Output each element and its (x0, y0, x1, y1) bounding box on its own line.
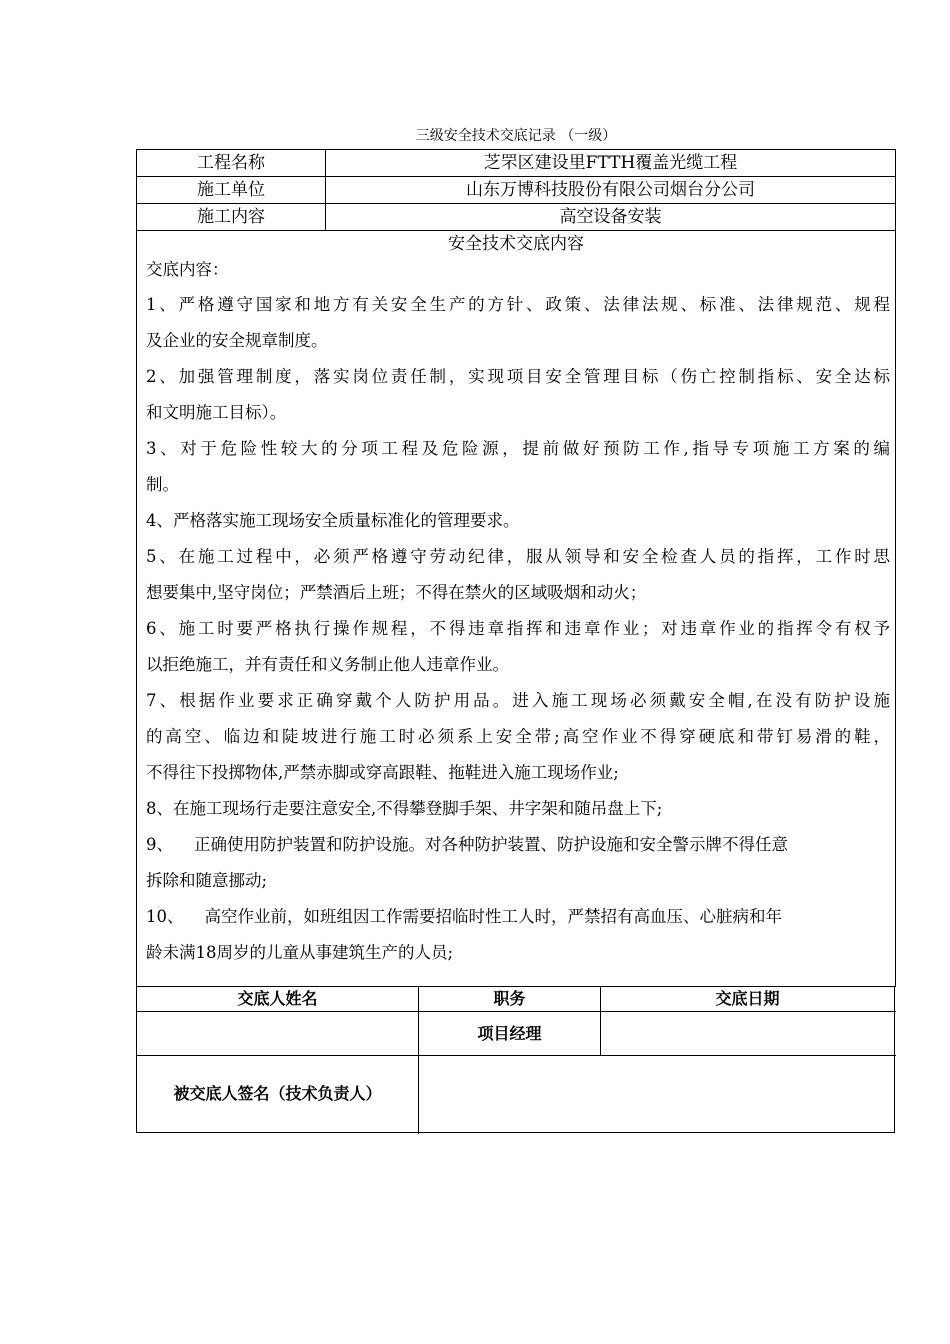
info-row-contractor (137, 177, 895, 204)
contractor-value: 山东万博科技股份有限公司烟台分公司 (466, 180, 755, 200)
project-name-value: 芝罘区建设里FTTH覆盖光缆工程 (483, 153, 738, 173)
info-row-work-content (137, 204, 895, 231)
content-line: 制。 (146, 475, 179, 494)
content-line: 龄未满18周岁的儿童从事建筑生产的人员; (146, 943, 454, 962)
project-name-label: 工程名称 (137, 150, 326, 176)
content-line: 3、对于危险性较大的分项工程及危险源，提前做好预防工作,指导专项施工方案的编 (146, 439, 890, 458)
position-value: 项目经理 (477, 1024, 542, 1043)
content-line: 8、在施工现场行走要注意安全,不得攀登脚手架、井字架和随吊盘上下; (146, 799, 663, 818)
info-row-project-name (137, 150, 895, 177)
discloser-name-field[interactable] (137, 1012, 418, 1055)
disclosure-date-field[interactable] (601, 1012, 894, 1055)
content-line: 以拒绝施工，并有责任和义务制止他人违章作业。 (146, 655, 509, 674)
content-line: 5、在施工过程中，必须严格遵守劳动纪律，服从领导和安全检查人员的指挥，工作时思 (146, 547, 890, 566)
discloser-name-header: 交底人姓名 (237, 989, 318, 1008)
content-line: 想要集中,坚守岗位；严禁酒后上班；不得在禁火的区域吸烟和动火； (146, 583, 647, 602)
content-line: 拆除和随意挪动; (146, 871, 268, 890)
content-line: 1、严格遵守国家和地方有关安全生产的方针、政策、法律法规、标准、法律规范、规程 (146, 295, 890, 314)
content-line: 2、加强管理制度，落实岗位责任制，实现项目安全管理目标（伤亡控制指标、安全达标 (146, 367, 890, 386)
document-title: 三级安全技术交底记录 （一级） (415, 128, 617, 144)
content-line: 6、施工时要严格执行操作规程，不得违章指挥和违章作业；对违章作业的指挥令有权予 (146, 619, 890, 638)
recipient-signature-label: 被交底人签名（技术负责人） (173, 1084, 382, 1103)
position-header: 职务 (493, 989, 526, 1008)
disclosure-table (136, 149, 896, 987)
content-line: 及企业的安全规章制度。 (146, 331, 328, 350)
recipient-signature-field[interactable] (419, 1056, 894, 1132)
section-title: 安全技术交底内容 (448, 234, 584, 254)
content-line: 和文明施工目标）。 (146, 403, 287, 422)
disclosure-content (146, 257, 890, 971)
content-heading: 交底内容： (146, 260, 229, 279)
content-line: 4、严格落实施工现场安全质量标准化的管理要求。 (146, 511, 520, 530)
content-line: 的高空、临边和陡坡进行施工时必须系上安全带;高空作业不得穿硬底和带钉易滑的鞋， (146, 727, 890, 746)
content-line: 不得往下投掷物体,严禁赤脚或穿高跟鞋、拖鞋进入施工现场作业; (146, 763, 619, 782)
content-line: 10、 高空作业前，如班组因工作需要招临时性工人时，严禁招有高血压、心脏病和年 (146, 907, 782, 926)
contractor-label: 施工单位 (137, 177, 326, 203)
signature-table (136, 986, 895, 1133)
content-line: 7、根据作业要求正确穿戴个人防护用品。进入施工现场必须戴安全帽,在没有防护设施 (146, 691, 890, 710)
work-content-label: 施工内容 (137, 204, 326, 230)
content-line: 9、 正确使用防护装置和防护设施。对各种防护装置、防护设施和安全警示牌不得任意 (146, 835, 788, 854)
date-header: 交底日期 (715, 989, 780, 1008)
work-content-value: 高空设备安装 (559, 207, 662, 227)
